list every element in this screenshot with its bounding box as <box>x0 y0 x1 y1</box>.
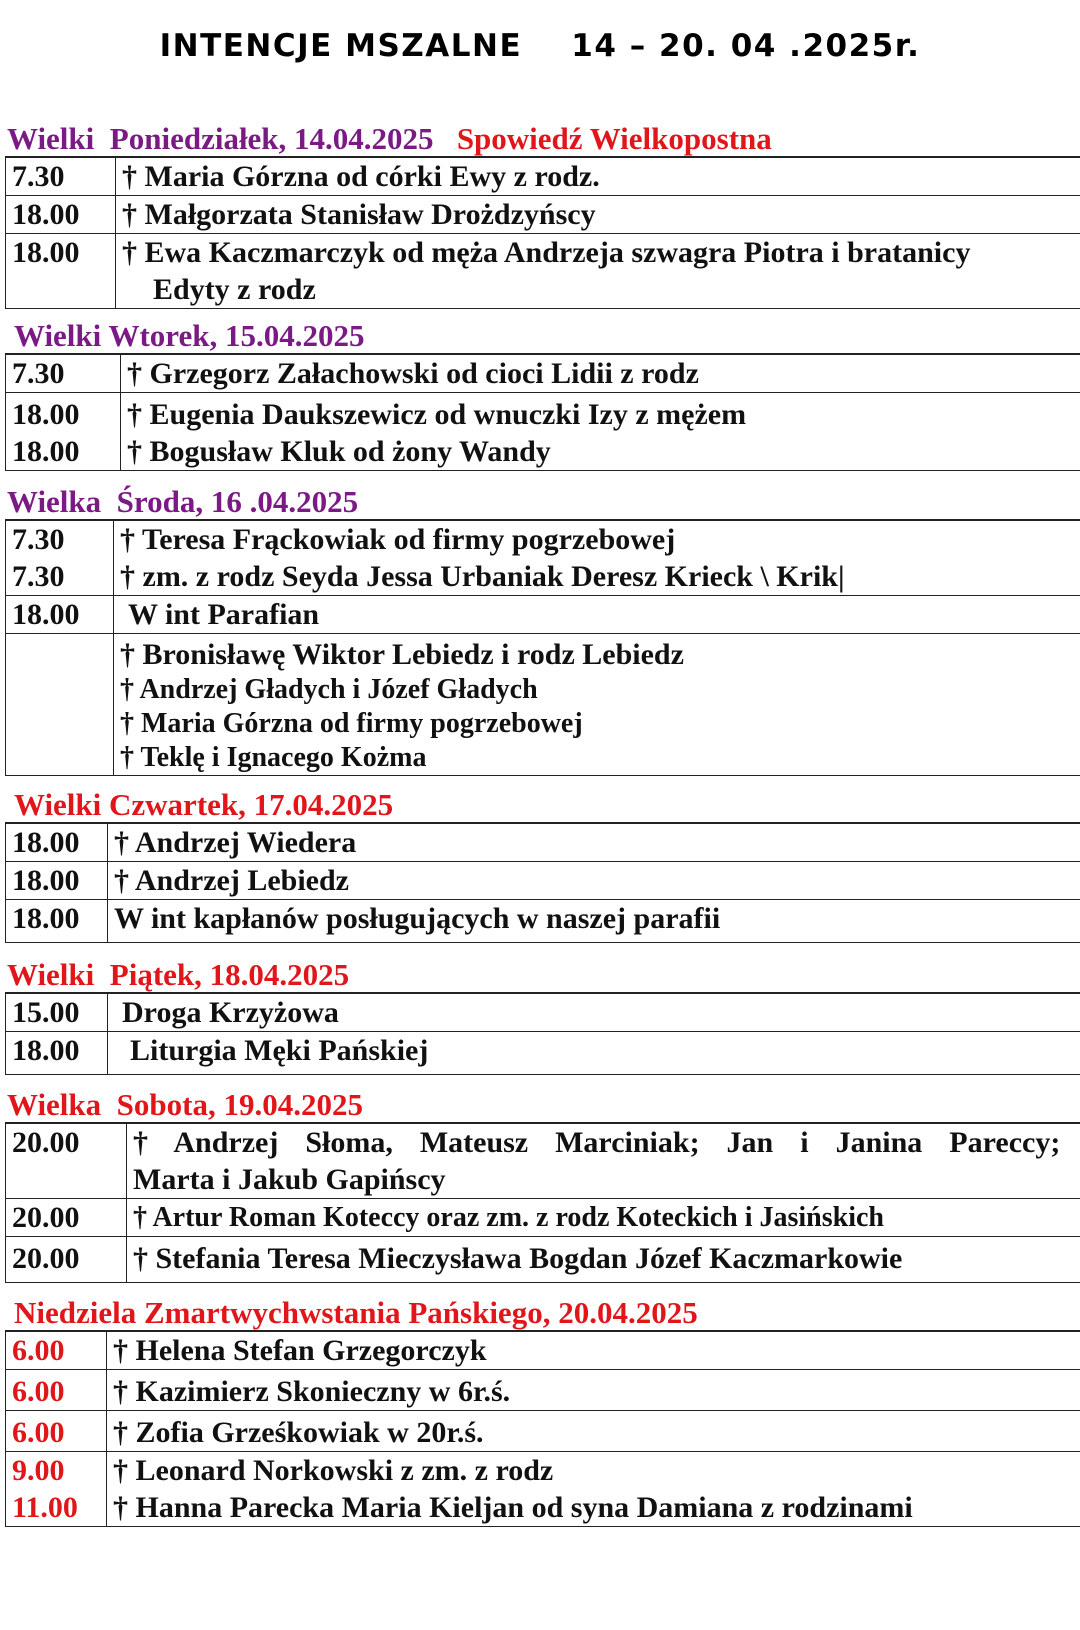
mass-time: 18.00 <box>12 902 80 935</box>
time-cell <box>6 993 108 1032</box>
time-cell <box>6 520 114 596</box>
mass-time: 6.00 <box>12 1375 65 1408</box>
time-cell <box>6 1331 107 1370</box>
table-row <box>6 862 1080 900</box>
page-title: INTENCJE MSZALNE 14 – 20. 04 .2025r. <box>159 28 921 64</box>
table-row <box>6 1199 1080 1237</box>
intention-text: † zm. z rodz Seyda Jessa Urbaniak Deresz Krieck \ Krik| <box>120 560 845 593</box>
intention-cell <box>127 1123 1080 1199</box>
intention-cell <box>114 596 1080 634</box>
intention-text: † Maria Górzna od córki Ewy z rodz. <box>122 160 600 193</box>
table-row <box>6 1237 1080 1283</box>
intention-text: † Maria Górzna od firmy pogrzebowej <box>120 708 583 739</box>
mass-time: 18.00 <box>12 236 80 269</box>
day-heading-wednesday: Wielka Środa, 16 .04.2025 <box>7 484 359 519</box>
time-cell <box>6 393 121 471</box>
intention-cell <box>108 823 1080 862</box>
time-cell <box>6 1199 127 1237</box>
intention-text: † Teklę i Ignacego Kożma <box>120 742 427 773</box>
intention-cell <box>108 862 1080 900</box>
table-row <box>6 823 1080 862</box>
day-note-confession: Spowiedź Wielkopostna <box>456 121 772 156</box>
table-row <box>6 1452 1080 1527</box>
time-cell <box>6 1123 127 1199</box>
day-heading-sunday: Niedziela Zmartwychwstania Pańskiego, 20.04.2025 <box>14 1295 698 1330</box>
mass-time: 11.00 <box>12 1491 78 1524</box>
mass-time: 7.30 <box>12 523 65 556</box>
intention-text: † Zofia Grześkowiak w 20r.ś. <box>113 1416 484 1449</box>
day-heading-thursday: Wielki Czwartek, 17.04.2025 <box>14 787 394 822</box>
intention-text: Liturgia Męki Pańskiej <box>130 1034 429 1067</box>
intention-cell <box>127 1199 1080 1237</box>
table-row <box>6 157 1080 196</box>
intention-cell <box>116 157 1080 196</box>
day-table-wednesday <box>5 519 1080 776</box>
table-row <box>6 1032 1080 1075</box>
time-cell <box>6 354 121 393</box>
time-cell <box>6 596 114 634</box>
intention-text: Droga Krzyżowa <box>122 996 339 1029</box>
mass-time: 6.00 <box>12 1416 65 1449</box>
time-cell <box>6 157 116 196</box>
table-row <box>6 634 1080 776</box>
intention-text: † Teresa Frąckowiak od firmy pogrzebowej <box>120 523 676 556</box>
mass-time: 18.00 <box>12 826 80 859</box>
time-cell <box>6 1032 108 1075</box>
intention-cell <box>116 234 1080 309</box>
time-cell <box>6 196 116 234</box>
day-heading-text: Wielki Poniedziałek, 14.04.2025 <box>7 121 434 156</box>
table-row <box>6 196 1080 234</box>
intention-text: † Hanna Parecka Maria Kieljan od syna Damiana z rodzinami <box>113 1491 913 1524</box>
intention-text: W int kapłanów posługujących w naszej parafii <box>114 902 721 935</box>
mass-time: 20.00 <box>12 1126 80 1159</box>
intention-cell <box>116 196 1080 234</box>
time-cell <box>6 900 108 943</box>
day-table-monday <box>5 156 1080 309</box>
day-table-thursday <box>5 822 1080 943</box>
mass-time: 7.30 <box>12 357 65 390</box>
table-row <box>6 393 1080 471</box>
intention-text: † Andrzej Gładych i Józef Gładych <box>120 674 538 705</box>
day-table-friday <box>5 992 1080 1075</box>
table-row <box>6 1123 1080 1199</box>
table-row <box>6 520 1080 596</box>
intention-text: † Bogusław Kluk od żony Wandy <box>127 435 551 468</box>
intention-cell <box>107 1331 1080 1370</box>
day-heading-saturday: Wielka Sobota, 19.04.2025 <box>7 1087 363 1122</box>
mass-time: 18.00 <box>12 598 80 631</box>
intention-text: † Andrzej Wiedera <box>114 826 357 859</box>
time-cell <box>6 1452 107 1527</box>
table-row <box>6 1331 1080 1370</box>
intention-text: Edyty z rodz <box>153 273 316 306</box>
intention-cell <box>108 993 1080 1032</box>
table-row <box>6 234 1080 309</box>
table-row <box>6 900 1080 943</box>
time-cell <box>6 634 114 776</box>
mass-time: 18.00 <box>12 398 80 431</box>
intention-text: † Eugenia Daukszewicz od wnuczki Izy z mężem <box>127 398 747 431</box>
mass-time: 15.00 <box>12 996 80 1029</box>
table-row <box>6 596 1080 634</box>
intention-cell <box>107 1452 1080 1527</box>
intention-cell <box>107 1411 1080 1452</box>
mass-time: 6.00 <box>12 1334 65 1367</box>
mass-time: 18.00 <box>12 1034 80 1067</box>
day-table-tuesday <box>5 353 1080 471</box>
day-heading-monday <box>7 122 772 156</box>
time-cell <box>6 1411 107 1452</box>
mass-time: 20.00 <box>12 1242 80 1275</box>
time-cell <box>6 1370 107 1411</box>
intention-text: † Grzegorz Załachowski od cioci Lidii z rodz <box>127 357 699 390</box>
intention-cell <box>107 1370 1080 1411</box>
intention-text: Marta i Jakub Gapińscy <box>133 1163 446 1196</box>
time-cell <box>6 234 116 309</box>
day-table-saturday <box>5 1122 1080 1283</box>
mass-time: 9.00 <box>12 1454 65 1487</box>
day-table-sunday <box>5 1330 1080 1527</box>
time-cell <box>6 1237 127 1283</box>
intention-text: † Stefania Teresa Mieczysława Bogdan Józef Kaczmarkowie <box>133 1242 903 1275</box>
mass-time: 20.00 <box>12 1201 80 1234</box>
intention-cell <box>127 1237 1080 1283</box>
table-row <box>6 993 1080 1032</box>
intention-text: † Kazimierz Skonieczny w 6r.ś. <box>113 1375 511 1408</box>
intention-cell <box>121 393 1080 471</box>
table-row <box>6 1411 1080 1452</box>
intention-cell <box>121 354 1080 393</box>
intention-cell <box>114 634 1080 776</box>
mass-time: 7.30 <box>12 560 65 593</box>
intention-cell <box>114 520 1080 596</box>
intention-text: † Leonard Norkowski z zm. z rodz <box>113 1454 554 1487</box>
intention-text: † Helena Stefan Grzegorczyk <box>113 1334 487 1367</box>
mass-time: 7.30 <box>12 160 65 193</box>
intention-cell <box>108 1032 1080 1075</box>
day-heading-friday: Wielki Piątek, 18.04.2025 <box>7 957 350 992</box>
intention-text: W int Parafian <box>128 598 320 631</box>
intention-text: † Małgorzata Stanisław Drożdzyńscy <box>122 198 596 231</box>
intention-text: † Andrzej Lebiedz <box>114 864 349 897</box>
intention-text: † Ewa Kaczmarczyk od męża Andrzeja szwagra Piotra i bratanicy <box>122 236 971 269</box>
time-cell <box>6 862 108 900</box>
mass-time: 18.00 <box>12 198 80 231</box>
table-row <box>6 354 1080 393</box>
day-heading-tuesday: Wielki Wtorek, 15.04.2025 <box>14 318 365 353</box>
time-cell <box>6 823 108 862</box>
intention-cell <box>108 900 1080 943</box>
table-row <box>6 1370 1080 1411</box>
intention-text: † Artur Roman Koteccy oraz zm. z rodz Koteckich i Jasińskich <box>133 1202 884 1233</box>
intention-text: † Andrzej Słoma, Mateusz Marciniak; Jan i Janina Pareccy; <box>133 1126 1061 1159</box>
mass-time: 18.00 <box>12 435 80 468</box>
mass-time: 18.00 <box>12 864 80 897</box>
intention-text: † Bronisławę Wiktor Lebiedz i rodz Lebiedz <box>120 638 684 671</box>
